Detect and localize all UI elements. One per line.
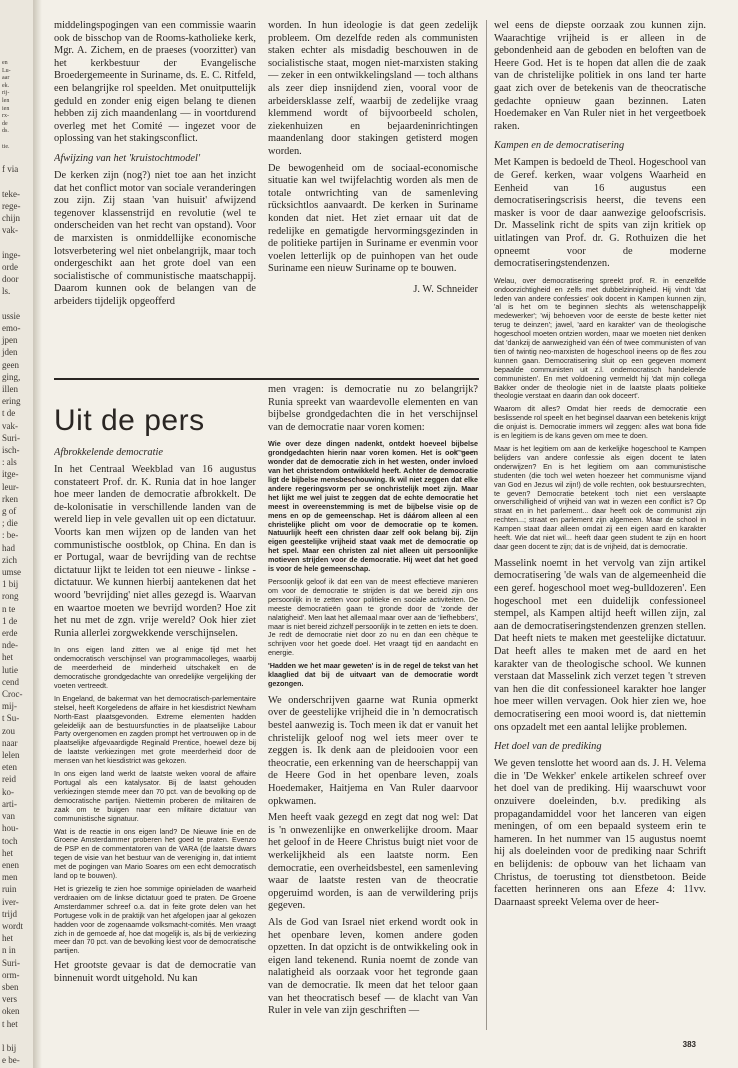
col1-paragraph: middelingspogingen van een commissie waarin ook de bisschop van de Rooms-katholieke kerk, Mgr. A. Zichem, en de praeses (voorzitter) van het kerkbestuur der Evangelische Broedergemeente in Suriname, ds. E. C. Ritfeld, een belangrijke rol speelden. Met onuitputtelijk geduld en zonder enig eigen belang te dienen hebben zij zich maandenlang — in voortdurend overleg met het Comité — ingezet voor de oplossing van het stakingsconflict. [54, 20, 256, 145]
col1b-small-paragraph: Wat is de reactie in ons eigen land? De Nieuwe linie en de Groene Amsterdammer proberen het goed te praten. Evenzo de PSP en de commentatoren van de VARA (de laatste dwars tegen de visie van het bestuur van de vereniging in, dat intiemt met de pogingen van Mario Soares om een echt democratisch land op te bouwen). [54, 826, 256, 881]
column-1-top [54, 20, 256, 372]
col2b-paragraph: Men heeft vaak gezegd en zegt dat nog wel: Dat is 'n onwezenlijke en onwerkelijke droom. Maar het geloof in de Heere Christus buigt niet voor de werkelijkheid als een laatste norm. Een democratie, een overheidsbestel, een samenleving waar de laatste resten van de theocratie opgeruimd worden, is aan de verwildering prijs gegeven. [268, 812, 478, 912]
column-separator [486, 20, 487, 1030]
margin-fragment: Croc- [2, 689, 23, 700]
col1b-small-paragraph: In ons eigen land zitten we al enige tijd met het ondemocratisch verschijnsel van programmacolleges, waarbij de meerderheid de minderheid uitschakelt en de democratische grondgedachte van onredelijke vergelijking der voeten vertreedt. [54, 645, 256, 690]
margin-fragment: rij- [2, 90, 10, 97]
margin-fragment: t Su- [2, 713, 20, 724]
col3-subheading: Kampen en de democratisering [494, 140, 625, 152]
col2b-small-paragraph: 'Hadden we het maar geweten' is in de regel de tekst van het klaaglied dat bij de uitvaart van de democratie wordt gezongen. [268, 661, 478, 688]
margin-fragment: men [2, 872, 18, 883]
col3-small-paragraph: Waarom dit alles? Omdat hier reeds de democratie een beslissende rol speelt en het beginsel daarvan een betekenis krijgt die onjuist is. Democratie immers wil zeggen: alles wat bona fide is en legitiem is de kans geven om mee te doen. [494, 404, 706, 441]
margin-fragment [0, 151, 33, 163]
margin-fragment: aar [2, 75, 10, 82]
col3-paragraph: wel eens de diepste oorzaak zou kunnen zijn. Waarachtige vrijheid is er alleen in de gebondenheid aan de geboden en beloften van de Heere God. Het is te hopen dat allen die de zaak van de christelijke politiek in ons land ter harte gaat zich over de betekenis van de theocratische gedachte opnieuw gaan bezinnen. Laten Hoedemaker en Van Ruler niet in het vergeetboek raken. [494, 20, 706, 132]
margin-fragment: lutie [2, 664, 18, 675]
margin-fragment: toch [2, 835, 18, 846]
col3-paragraph: Masselink noemt in het vervolg van zijn artikel democratisering 'de wals van de algemeenheid die een geref. hogeschool moet weg-bulldozeren'. Een hogeschool met een duidelijk confessioneel stempel, als Kampen altijd heeft willen zijn, zal aan de democratiseringstendenzen grenzen stellen. Dat heeft niets te maken met geestelijke dictatuur. Dat heeft alles te maken met de aard en het karakter van de theologische school. We kunnen verstaan dat Masselink zich verzet tegen 't streven van hen die dit confessioneel karakter hoe langer hoe meer willen vervagen. Ook hier zien we, hoe democratisering een mooi woord is, dat niettemin ons opzadelt met een aantal lelijke problemen. [494, 557, 706, 733]
margin-fragment: lelen [2, 750, 20, 761]
col1b-paragraph: In het Centraal Weekblad van 16 augustus constateert Prof. dr. K. Runia dat in hoe langer hoe meer landen de democratie afbrokkelt. De de-kolonisatie in verschillende landen van de wereld liep in vele gevallen uit op een dictatuur. Voorts kan men wijzen op de landen van het communistische oostblok, op China. En dan is er Portugal, waar de bevrijding van de rechtse dictatuur lijkt te leiden tot een nieuwe - linkse - dictatuur. We kunnen hierbij aantekenen dat het woord 'bevrijding' niet alles gezegd is. Waarvan en waartoe moeten we bevrijd worden? Hoe zit het nu met de zgn. vrije wereld? Ook hier ziet Runia allerlei zorgwekkende verschijnselen. [54, 464, 256, 639]
col3-paragraph: We geven tenslotte het woord aan ds. J. H. Velema die in 'De Wekker' enkele artikelen schreef over het doel van de prediking. Hij waarschuwt voor onzuivere doeleinden, b.v. prediking als propagandamiddel voor het lanceren van eigen meningen, of om een bepaald systeem erin te hameren. In het nummer van 15 augustus noemt hij als doeleinden voor de prediking naar Schrift en belijdenis: de opbouw van het lichaam van Christus, de toerusting tot dienstbetoon. Beide facetten herinneren ons aan Efeze 4: 11vv. Daarnaast spreekt Velema over de heer- [494, 758, 706, 908]
col2b-paragraph: Als de God van Israel niet erkend wordt ook in het openbare leven, komen andere goden opzetten. In dat opzicht is de ontwikkeling ook in eigen land tekenend. Runia noemt de zonde van nalatigheid als oorzaak voor het tegronde gaan van de democratie. Ik meen dat het teloor gaan van het theocratisch besef — de klacht van Van Ruler in vele van zijn geschriften — [268, 916, 478, 1017]
col2b-small-paragraph: Persoonlijk geloof ik dat een van de meest effectieve manieren om voor de democratie te strijden is dat we bereid zijn ons persoonlijk in te zetten voor politieke en sociale activiteiten. De meeste democratieën gaan te gronde door de 'zonde der nalatigheid'. Men laat het allemaal maar over aan de 'liefhebbers', maar is niet bereid zichzelf persoonlijk in te zetten en iets te doen. Je redt de democratie niet door zo nu en dan een chèque te schrijven voor het goede doel. Het vraagt tijd en aandacht en energie. [268, 576, 478, 658]
column-2-bottom [268, 384, 478, 1030]
margin-fragment: ds. [2, 128, 9, 135]
margin-fragment: n in [2, 945, 16, 956]
previous-page-margin [0, 0, 34, 1068]
margin-fragment: van [2, 811, 15, 822]
margin-fragment: ussie [2, 310, 20, 321]
col1b-subheading: Afbrokkelende democratie [54, 447, 163, 458]
col1b-paragraph: Het grootste gevaar is dat de democratie van binnenuit wordt uitgehold. Nu kan [54, 960, 256, 984]
margin-fragment: illen [2, 383, 18, 394]
margin-fragment [0, 237, 33, 249]
margin-fragment: nde- [2, 640, 18, 651]
section-title: Uit de pers [54, 404, 205, 437]
margin-fragment: rken [2, 493, 18, 504]
author-signature: J. W. Schneider [413, 283, 478, 295]
margin-fragment: : be- [2, 530, 19, 541]
margin-fragment: ering [2, 396, 21, 407]
margin-fragment: umse [2, 567, 21, 578]
column-1-bottom [54, 446, 256, 1030]
col2b-paragraph: We onderschrijven gaarne wat Runia opmerkt over de geestelijke vrijheid die in 'n democratisch bestel aanwezig is. Toch meen ik dat er vanuit het christelijk geloof nog wel iets meer over te zeggen is. Ik denk aan de pleidooien voor een theocratie, een erkenning van de heerschappij van de Heere God in het openbare leven, zoals Hoedemaker, Haitjema en Van Ruler daarvoor opkwamen. [268, 694, 478, 807]
margin-fragment: t het [2, 1018, 18, 1029]
margin-fragment: rege- [2, 200, 21, 211]
margin-fragment: ging, [2, 371, 21, 382]
col3-subheading: Het doel van de prediking [494, 741, 602, 753]
col2b-paragraph: men vragen: is democratie nu zo belangrijk? Runia spreekt van waardevolle elementen en van bijbelse grondgedachten die in het verschijnsel van de democratie naar voren komen: [268, 384, 478, 433]
margin-fragment: jden [2, 347, 18, 358]
margin-fragment: sben [2, 981, 19, 992]
margin-fragment: itge- [2, 469, 19, 480]
col1-subheading: Afwijzing van het 'kruistochtmodel' [54, 152, 201, 164]
section-title-block [54, 404, 254, 438]
margin-fragment: naar [2, 737, 18, 748]
col1-paragraph: De kerken zijn (nog?) niet toe aan het inzicht dat het conflict motor van sociale veranderingen zou zijn. Zij staan 'van huisuit' afwijzend tegenover klassenstrijd en revolutie (wel te onderscheiden van het recht van opstand). Voor de marxisten is onmiddellijke economische lotsverbetering wel niet onbelangrijk, maar toch ondergeschikt aan het grote doel van een socialistische of communistische maatschappij. Daarom kunnen ook de belangen van de arbeiders tijdelijk opgeofferd [54, 169, 256, 307]
col1b-small-paragraph: In Engeland, de bakermat van het democratisch-parlementaire stelsel, heeft Korgeledens de affaire in het kiesdistrict Newham North-East plaatsgevonden. Extreme elementen hadden geleidelijk aan de bestuursfuncties in de plaatselijke Labour Party overgenomen en zagden prompt het vertrouwen op in de plaatselijke afgevaardigde Reginald Prentice, hoewel deze bij de laatste verkiezingen met grote meerderheid door de mensen van het kiesdistrict was gekozen. [54, 693, 256, 766]
margin-fragment: arti- [2, 798, 17, 809]
margin-fragment: eten [2, 762, 17, 773]
margin-fragment: hou- [2, 823, 19, 834]
col2b-bold-quote: Wie over deze dingen nadenkt, ontdekt hoeveel bijbelse grondgedachten hierin naar voren komen. Het is ook geen wonder dat de democratie zich in het westen, onder invloed van het christendom ontwikkeld heeft. Achter de democratie ligt de bijbelse mensbeschouwing. Ik wil niet zeggen dat elke andere regeringsvorm per se onchristelijk moet zijn. Maar het lijkt me wel juist te zeggen dat de echte democratie het meest in overeenstemming is met de bijbelse visie op de mens en op de gemeenschap. Het is dáárom alleen al een christelijke plicht om voor de democratie op te komen. Natuurlijk heeft een christen daar zelf ook belang bij. Zijn eigen geestelijke vrijheid staat vaak met de democratie op het spel. Maar een christen zal niet alleen uit persoonlijke motieven strijden voor de democratie. Hij weet dat het goed is voor de hele gemeenschap. [268, 439, 478, 574]
margin-fragment: het [2, 652, 13, 663]
margin-fragment: l bij [2, 1042, 17, 1053]
col3-paragraph: Met Kampen is bedoeld de Theol. Hogeschool van de Geref. kerken, waar volgens Waarheid en Eenheid van 16 augustus een democratiseringscrisis heerst, die tevens een masker is voor de daar aanwezige geloofscrisis. Dr. Masselink richt de spits van zijn kritiek op uitlatingen van Prof. dr. G. Rothuizen die het opneemt voor de moderne democratiseringstendenzen. [494, 157, 706, 270]
margin-fragment: Suri- [2, 957, 20, 968]
margin-fragment [0, 298, 33, 310]
col3-small-paragraph: Welau, over democratisering spreekt prof. R. in eenzelfde ondoorzichtigheid en zelfs met dubbelzinnigheid. Hij vindt 'dat leden van andere confessies' ook docent in Kampen kunnen zijn, 'al is het om te beginnen slechts als wetenschappelijk medewerker'; 'wij behoeven voor de eerste de beste ketter niet terug te deinzen'; jawel, 'aard en karakter' van de theologische hogeschool moeten ontzien worden, maar we moeten niet denken dat 'dankzij de aanwezigheid van één of twee communisten of van tien of twintig neo-marxisten de hogeschool ineens op de fles zou kunnen gaan. Democratisering sluit op een gegeven moment bepaalde communisten uit z.l. ondemocratisch handelende communisten'. En met voldoening vermeldt hij 'dat mijn collega Bakker onder de theologie niet in de laatste plaats politieke theologie verstaat en daarin dan ook doceert'. [494, 275, 706, 401]
margin-fragment: enen [2, 859, 19, 870]
col1b-small-paragraph: Het is griezelig te zien hoe sommige opinieladen de waarheid verdraaien om de linkse dictatuur goed te praten. De Groene Amsterdammer schreef o.a. dat in feite grote delen van het Portugese volk in de praktijk van het afgelopen jaar al gekozen hadden voor de zogenaamde volksmacht-comités. Men vraagt zich in de gemoede af, hoe dat mogelijk is, als bij de verkiezing meer dan 70 pct. van de bevolking kiest voor de democratische partijen. [54, 883, 256, 956]
margin-fragment: rx- [2, 113, 9, 120]
margin-fragment: orm- [2, 969, 20, 980]
margin-fragment: emo- [2, 322, 21, 333]
margin-fragment: het [2, 933, 13, 944]
margin-fragment: het [2, 847, 13, 858]
column-2-top [268, 20, 478, 372]
margin-fragment: Lu- [2, 67, 11, 74]
margin-fragment: orde [2, 261, 18, 272]
margin-fragment: isch- [2, 445, 20, 455]
margin-fragment: zich [2, 554, 17, 565]
margin-fragment: ; die [2, 518, 18, 529]
margin-fragment: vak- [2, 420, 18, 431]
margin-fragment: wordt [2, 920, 23, 931]
margin-fragment: iver- [2, 896, 19, 907]
margin-fragment: f via [2, 164, 19, 175]
ink-mark [452, 448, 476, 456]
margin-fragment: chijn [2, 213, 20, 224]
page-fold-shadow [34, 0, 42, 1068]
col2-paragraph: worden. In hun ideologie is dat geen zedelijk probleem. Om dezelfde reden als communisten staken echter als misdadig beschouwen in de socialistische staat, mogen niet-marxisten staking — zeker in een ontwikkelingsland — toch althans als zeer diep insnijdend zien, vooral voor de arbeidersklasse zelf, waarbij de zedelijke vraag klemmend wordt of bijvoorbeeld scholen, ziekenhuizen en bejaardeninrichtingen maandenlang door stakingen getisterd mogen worden. [268, 20, 478, 157]
page-number: 383 [682, 1040, 696, 1049]
section-divider [54, 378, 479, 380]
margin-fragment: mij- [2, 701, 17, 712]
col3-small-paragraph: Maar is het legitiem om aan de kerkelijke hogeschool te Kampen belijders van andere confessie als eigen docent te laten onderwijzen? En is het legitiem om aan communistische studenten (die toch wel weten hoezeer het communisme vijand van God en Jezus wil zijn!) de volle rechten, ook bestuursrechten, te geven? Democratie betekent toch niet een verslaapte onverschilligheid of vrijheid van wat in wezen een conflict is? Op straat en in het parlement... daar heeft ook de communist zijn rechten...; straat en parlement zijn algemeen. Maar de school in Kampen staat daar alleen omdat zij een eigen aard en karakter heeft. Wie dat niet wil... heeft daar geen student te zijn en hoort daar geen docent te zijn; dat is de vrijheid, dat is democratie. [494, 444, 706, 551]
margin-fragment: : als [2, 457, 17, 468]
col1b-small-paragraph: In ons eigen land werkt de laatste weken vooral de affaire Portugal als een katalysator. Bij de laatst gehouden verkiezingen stemde meer dan 70 pct. van de bevolking op de democratische partijen. Niettemin proberen de militairen de zaak om te buigen naar een militaire dictatuur van communistische signatuur. [54, 769, 256, 823]
col2-paragraph: De bewogenheid om de sociaal-economische situatie kan wel twijfelachtig worden als men de totale ontwrichting van de samenleving rücksichtlos aanvaardt. De kerken in Suriname konden dat niet. Het ziet ernaar uit dat de redelijke en gematigde hervormingsgezinden in de politieke partijen in Suriname er evenmin voor voelen letterlijk op de puinhopen van het oude Suriname een nieuw Suriname op te bouwen. [268, 162, 478, 275]
margin-fragment: ko- [2, 786, 14, 797]
margin-fragment: zou [2, 725, 15, 736]
margin-fragment: ien [2, 105, 10, 112]
margin-fragment: vak- [2, 225, 18, 236]
margin-fragment [0, 1030, 33, 1042]
margin-fragment: geen [2, 359, 19, 370]
margin-fragment: door [2, 274, 19, 285]
margin-fragment: leur- [2, 481, 19, 492]
margin-fragment: 1 bij [2, 579, 19, 590]
margin-fragment: g of [2, 506, 17, 517]
margin-fragment: e be- [2, 1055, 20, 1066]
margin-fragment: trijd [2, 908, 17, 919]
margin-fragment: tie. [2, 143, 10, 150]
margin-fragment: de [2, 120, 8, 127]
margin-fragment: vers [2, 994, 17, 1005]
margin-fragment: 1 de [2, 615, 18, 626]
margin-fragment: ls. [2, 286, 11, 297]
margin-fragment: n te [2, 603, 16, 614]
margin-fragment: cend [2, 676, 19, 687]
margin-fragment: Suri- [2, 432, 20, 443]
margin-fragment: ruin [2, 884, 17, 895]
margin-fragment: reid [2, 774, 16, 785]
margin-fragment [0, 136, 33, 144]
margin-fragment: rong [2, 591, 19, 602]
margin-fragment: had [2, 542, 15, 553]
margin-fragment: jpen [2, 335, 18, 346]
margin-fragment [0, 176, 33, 188]
margin-fragment: len [2, 97, 10, 104]
margin-fragment: inge- [2, 249, 21, 260]
margin-fragment: oken [2, 1006, 20, 1017]
margin-fragment: t de [2, 408, 16, 419]
margin-fragment: erde [2, 628, 18, 639]
margin-fragment: en [2, 60, 8, 66]
margin-fragment: ek. [2, 82, 10, 89]
margin-fragment: teke- [2, 188, 20, 199]
column-3 [494, 20, 706, 1032]
